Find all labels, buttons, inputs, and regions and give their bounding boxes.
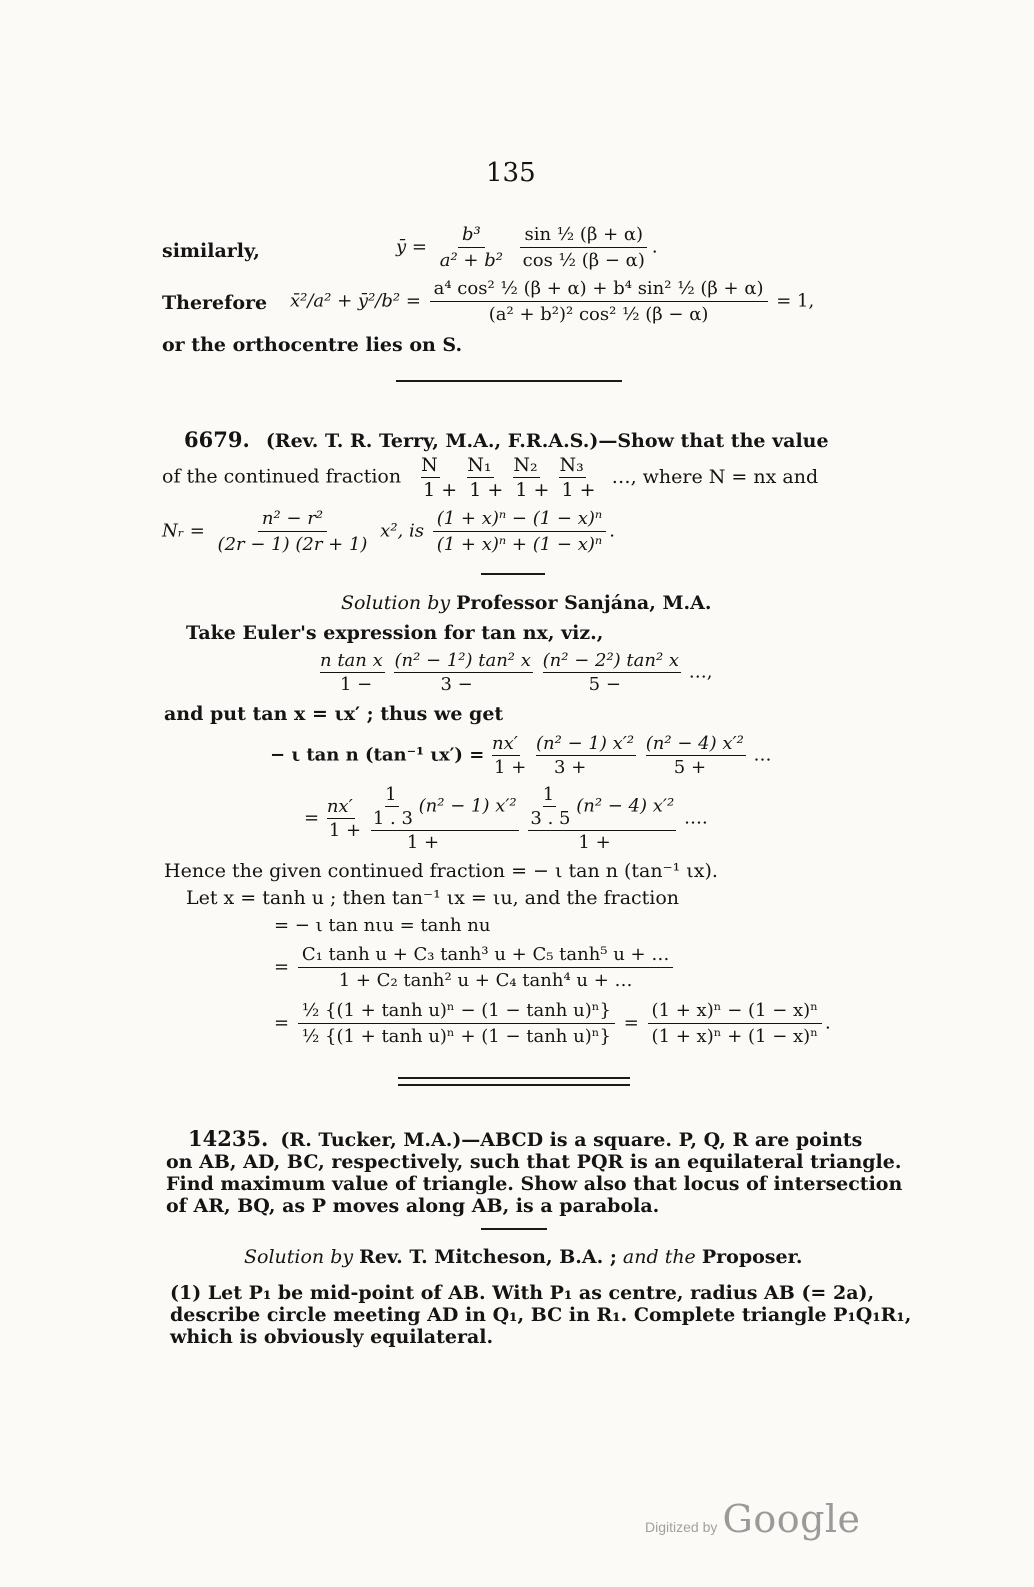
solution-6679-heading: Solution by Professor Sanjána, M.A. — [341, 592, 712, 614]
eq4-num: C₁ tanh u + C₃ tanh³ u + C₅ tanh⁵ u + … — [298, 944, 674, 968]
euler-intro: Take Euler's expression for tan nx, viz., — [186, 622, 604, 644]
question-14235: 14235. (R. Tucker, M.A.)—ABCD is a square. P, Q, R are points on AB, AD, BC, respectively, such that PQR is an equilateral triangle. Find maximum value of triangle. Show also that locus of intersection of AR, BQ, as P moves along AB, is a parabola. — [166, 1126, 903, 1217]
watermark-prefix: Digitized by — [645, 1519, 718, 1535]
solution-14235-heading: Solution by Rev. T. Mitcheson, B.A. ; and the Proposer. — [244, 1246, 803, 1268]
similarly-label: similarly, — [162, 240, 260, 262]
question-number: 14235. — [188, 1126, 269, 1151]
put-substitution: and put tan x = ιx′ ; thus we get — [164, 703, 504, 725]
google-logo: Google — [722, 1497, 861, 1541]
short-rule — [481, 573, 545, 575]
ellipse-num: a⁴ cos² ½ (β + α) + b⁴ sin² ½ (β + α) — [430, 278, 768, 302]
question-number: 6679. — [184, 427, 250, 452]
equation-4: = $\frac{\text{C₁ tanh u + C₃ tanh³ u + C₅ tanh⁵ u + …}}{\text{1 + C₂ tanh² u + C₄ tanh⁴ u + …}}$ — [274, 944, 676, 991]
eq5-rhs-den: (1 + x)ⁿ + (1 − x)ⁿ — [651, 1026, 818, 1047]
let-line: Let x = tanh u ; then tan⁻¹ ιx = ιu, and the fraction — [186, 887, 680, 909]
double-rule-top — [398, 1077, 630, 1079]
eq4-den: 1 + C₂ tanh² u + C₄ tanh⁴ u + … — [338, 970, 633, 991]
cf-term-den: 1 + — [515, 479, 550, 501]
nr-den: (2r − 1) (2r + 1) — [217, 534, 368, 555]
eq5-num: ½ {(1 + tanh u)ⁿ − (1 − tanh u)ⁿ} — [298, 1000, 615, 1024]
therefore-label: Therefore — [162, 292, 268, 314]
cf-term-num: N₁ — [467, 454, 492, 476]
euler-expression: $\frac{\text{n tan x}}{1 -}$ $\frac{\text{(n² − 1²) tan² x}}{3 -}$ $\frac{\text{(n² − 2²) tan² x}}{5 -}$ …, — [320, 650, 713, 695]
equation-1: − ι tan n (tan⁻¹ ιx′) = $\frac{nx'}{1 +}$ $\frac{\text{(n² − 1) x′²}}{3 +}$ $\frac{\text{(n² − 4) x′²}}{5 +}$ … — [270, 733, 772, 778]
cf-term-num: N — [421, 454, 438, 476]
question-6679-header: 6679. (Rev. T. R. Terry, M.A., F.R.A.S.)—Show that the value — [184, 427, 829, 452]
equation-2: = $\frac{nx'}{1 +}$ $\frac{1}{1 . 3}$ (n² − 1) x′² 1 + $\frac{1}{3 . 5}$ (n² − 4) x′² 1 + …. — [304, 784, 708, 853]
equation-5: = $\frac{\text{½ \{(1 + tanh u)ⁿ − (1 − tanh u)ⁿ\}}}{\text{½ \{(1 + tanh u)ⁿ + (1 − tanh u)ⁿ\}}}$ = $\frac{\text{(1 + x)ⁿ − (1 − x)ⁿ}}{\text{(1 + x)ⁿ + (1 − x)ⁿ}}$ . — [274, 1000, 831, 1047]
orthocentre-conclusion: or the orthocentre lies on S. — [162, 334, 463, 356]
page-number: 135 — [486, 158, 536, 188]
ybar-equation: ȳ = $\frac{\text{b³}}{\text{a² + b²}}$ $\frac{\text{sin ½ (β + α)}}{\text{cos ½ (β − α)}}$ . — [396, 224, 658, 271]
ybar-fraction-1-num: b³ — [458, 224, 485, 248]
continued-fraction-line: of the continued fraction $\frac{N}{1 +}$ $\frac{\text{N₁}}{1 +}$ $\frac{\text{N₂}}{1 +}$ $\frac{\text{N₃}}{1 +}$ …, where N = nx and — [162, 454, 819, 501]
section-divider — [396, 380, 622, 382]
cf-term-den: 1 + — [561, 479, 596, 501]
short-rule-2 — [481, 1228, 547, 1230]
ybar-fraction-2-den: cos ½ (β − α) — [522, 250, 645, 271]
ybar-fraction-1-den: a² + b² — [439, 250, 503, 271]
double-rule-bottom — [398, 1084, 630, 1086]
solution-14235-body: (1) Let P₁ be mid-point of AB. With P₁ as centre, radius AB (= 2a), describe circle meeting AD in Q₁, BC in R₁. Complete triangle P₁Q₁R₁, which is obviously equilateral. — [170, 1282, 912, 1348]
cf-term-den: 1 + — [423, 479, 458, 501]
cf-term-den: 1 + — [469, 479, 504, 501]
cf-term-num: N₃ — [559, 454, 584, 476]
equation-3: = − ι tan nιu = tanh nu — [274, 915, 491, 936]
ellipse-den: (a² + b²)² cos² ½ (β − α) — [488, 304, 709, 325]
nr-definition: Nᵣ = $\frac{\text{n² − r²}}{(2r - 1) (2r + 1)}$ x², is $\frac{\text{(1 + x)ⁿ − (1 − x)ⁿ}}{\text{(1 + x)ⁿ + (1 − x)ⁿ}}$ . — [162, 508, 615, 555]
digitized-watermark — [645, 1497, 861, 1541]
ellipse-equation: x̄²/a² + ȳ²/b² = $\frac{\text{a⁴ cos² ½ (β + α) + b⁴ sin² ½ (β + α)}}{\text{(a² + b²)² cos² ½ (β − α)}}$ = 1, — [290, 278, 815, 325]
ybar-fraction-2-num: sin ½ (β + α) — [520, 224, 647, 248]
cf-term-num: N₂ — [513, 454, 538, 476]
hence-line: Hence the given continued fraction = − ι tan n (tan⁻¹ ιx). — [164, 860, 718, 882]
value-den: (1 + x)ⁿ + (1 − x)ⁿ — [436, 534, 603, 555]
nr-num: n² − r² — [258, 508, 327, 532]
eq5-rhs-num: (1 + x)ⁿ − (1 − x)ⁿ — [648, 1000, 822, 1024]
value-num: (1 + x)ⁿ − (1 − x)ⁿ — [433, 508, 606, 532]
eq5-den: ½ {(1 + tanh u)ⁿ + (1 − tanh u)ⁿ} — [301, 1026, 611, 1047]
